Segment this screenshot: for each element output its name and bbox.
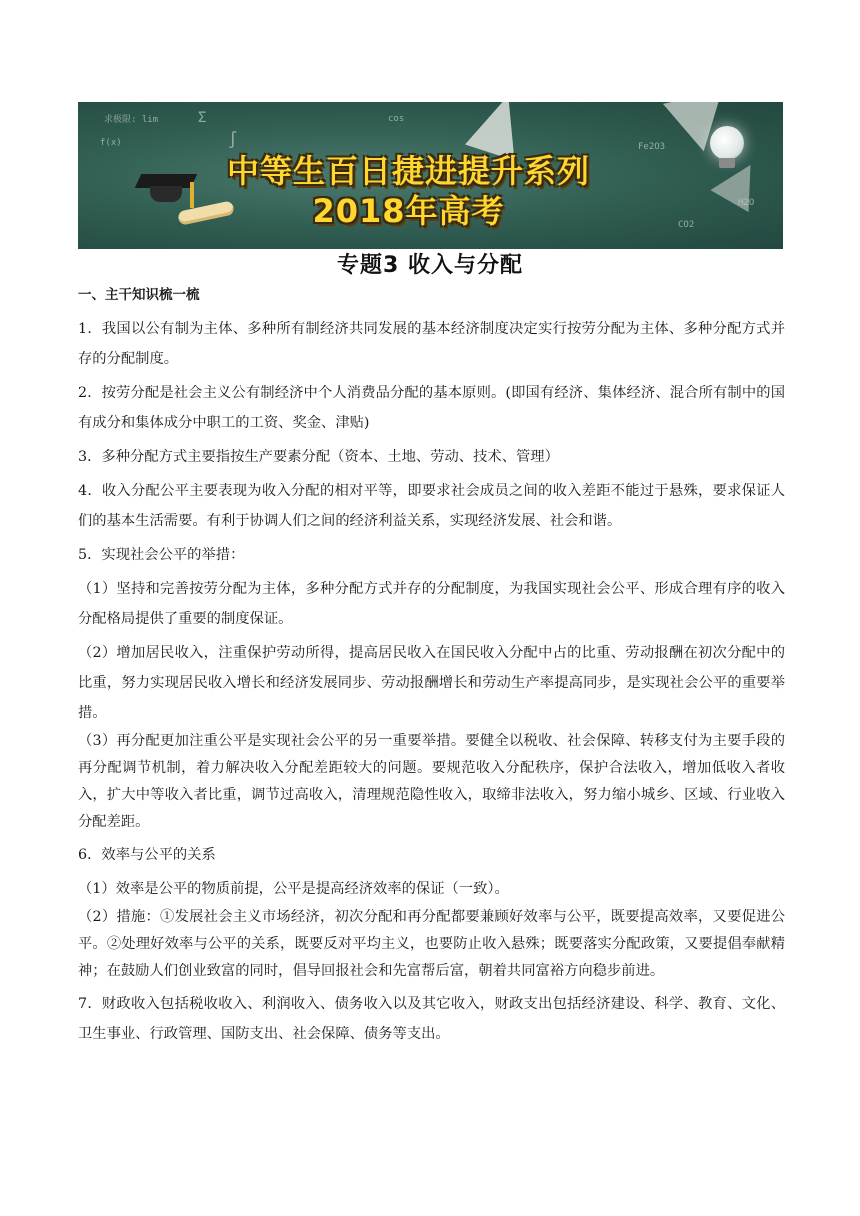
paragraph-6-1: （1）效率是公平的物质前提，公平是提高经济效率的保证（一致）。 [78,881,509,897]
paragraph-5-3: （3）再分配更加注重公平是实现社会公平的另一重要举措。要健全以税收、社会保障、转移支付为主要手段的再分配调节机制，着力解决收入分配差距较大的问题。要规范收入分配秩序，保护合法收入，增加低收入者收入，扩大中等收入者比重，调节过高收入，清理规范隐性收入，取缔非法收入，努力缩小城乡、区域、行业收入分配差距。 [78,733,785,830]
paragraph-6-2: （2）措施：①发展社会主义市场经济，初次分配和再分配都要兼顾好效率与公平，既要提高效率，又要促进公平。②处理好效率与公平的关系，既要反对平均主义，也要防止收入悬殊；既要落实分配政策，又要提倡奉献精神；在鼓励人们创业致富的同时，倡导回报社会和先富帮后富，朝着共同富裕方向稳步前进。 [78,909,785,979]
chalk-formula: f(x) [100,138,122,148]
chalk-formula: 求极限: lim [104,115,159,125]
banner-title-line1: 中等生百日捷进提升系列 [226,152,590,190]
chalk-formula: H2O [738,198,755,208]
paragraph-5-2: （2）增加居民收入，注重保护劳动所得，提高居民收入在国民收入分配中占的比重、劳动报酬在初次分配中的比重，努力实现居民收入增长和经济发展同步、劳动报酬增长和劳动生产率提高同步，是实现社会公平的重要举措。 [78,645,785,721]
paragraph-6: 6．效率与公平的关系 [78,847,216,863]
paragraph-4: 4．收入分配公平主要表现为收入分配的相对平等，即要求社会成员之间的收入差距不能过于悬殊，要求保证人们的基本生活需要。有利于协调人们之间的经济利益关系，实现经济发展、社会和谐。 [78,483,785,529]
paragraph-5: 5．实现社会公平的举措： [78,547,245,563]
paragraph-3: 3．多种分配方式主要指按生产要素分配（资本、土地、劳动、技术、管理） [78,449,559,465]
chalk-formula: CO2 [678,220,695,230]
chalk-formula: cos [388,114,405,124]
topic-title: 专题3 收入与分配 [337,253,523,278]
paragraph-1: 1．我国以公有制为主体、多种所有制经济共同发展的基本经济制度决定实行按劳分配为主体、多种分配方式并存的分配制度。 [78,321,785,367]
banner-title-line2: 2018年高考 [312,192,505,230]
chalk-formula: Fe2O3 [638,142,666,152]
paragraph-2: 2．按劳分配是社会主义公有制经济中个人消费品分配的基本原则。(即国有经济、集体经济、混合所有制中的国有成分和集体成分中职工的工资、奖金、津贴) [78,385,785,431]
chalk-formula: ∫ [228,130,238,149]
section-heading: 一、主干知识梳一梳 [78,287,200,303]
chalk-formula: Σ [198,110,207,126]
paragraph-5-1: （1）坚持和完善按劳分配为主体，多种分配方式并存的分配制度，为我国实现社会公平、形成合理有序的收入分配格局提供了重要的制度保证。 [78,581,785,627]
paragraph-7: 7．财政收入包括税收收入、利润收入、债务收入以及其它收入，财政支出包括经济建设、科学、教育、文化、卫生事业、行政管理、国防支出、社会保障、债务等支出。 [78,996,785,1042]
document-body [78,282,785,1049]
header-banner-image [78,102,783,249]
